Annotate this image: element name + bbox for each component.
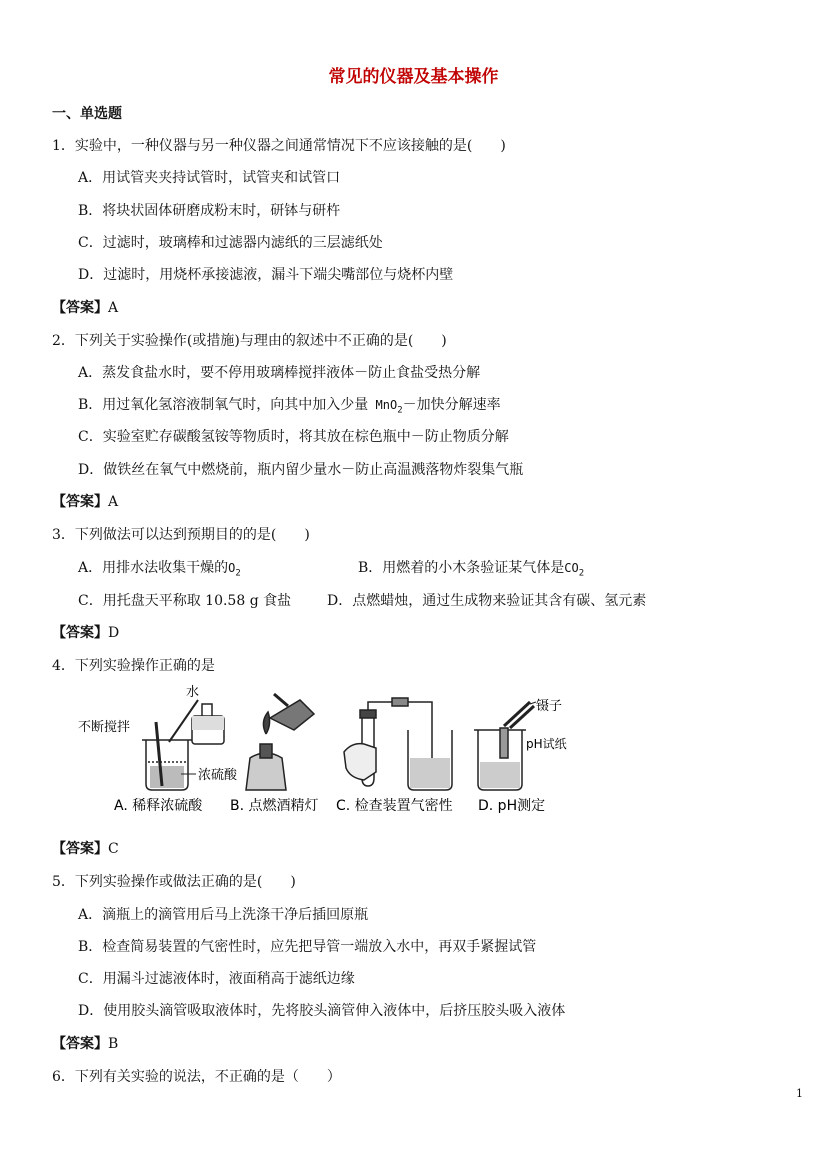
question-2-option-b: B．用过氧化氢溶液制氧气时，向其中加入少量 MnO$_2$－加快分解速率 (78, 397, 501, 416)
label-tweezers: 镊子 (536, 699, 563, 714)
question-4-stem: 4．下列实验操作正确的是 (52, 658, 215, 674)
label-acid: 浓硫酸 (198, 768, 238, 783)
label-water: 水 (186, 685, 200, 700)
question-3-option-c: C．用托盘天平称取 10.58 g 食盐 (78, 593, 292, 609)
label-stir: 不断搅拌 (78, 720, 131, 735)
question-2-option-a: A．蒸发食盐水时，要不停用玻璃棒搅拌液体－防止食盐受热分解 (78, 365, 481, 381)
question-1-option-d: D．过滤时，用烧杯承接滤液，漏斗下端尖嘴部位与烧杯内壁 (78, 267, 454, 283)
figure-caption-c: C. 检查装置气密性 (336, 798, 453, 814)
question-1-option-c: C．过滤时，玻璃棒和过滤器内滤纸的三层滤纸处 (78, 235, 383, 251)
figure-caption-d: D. pH测定 (478, 798, 546, 814)
question-3-option-b: B．用燃着的小木条验证某气体是$CO_2$ (358, 560, 585, 579)
figure-caption-b: B. 点燃酒精灯 (230, 798, 319, 814)
question-1-option-b: B．将块状固体研磨成粉末时，研钵与研杵 (78, 203, 341, 219)
question-5-option-c: C．用漏斗过滤液体时，液面稍高于滤纸边缘 (78, 971, 355, 987)
question-3-answer: 【答案】D (52, 625, 120, 641)
question-2-stem: 2．下列关于实验操作(或措施)与理由的叙述中不正确的是( ) (52, 333, 447, 349)
question-3-stem: 3．下列做法可以达到预期目的的是( ) (52, 527, 310, 543)
label-ph-paper: pH试纸 (526, 737, 567, 751)
question-2-option-c: C．实验室贮存碳酸氢铵等物质时，将其放在棕色瓶中－防止物质分解 (78, 429, 509, 445)
question-4-answer: 【答案】C (52, 841, 119, 857)
question-3-option-d: D．点燃蜡烛，通过生成物来验证其含有碳、氢元素 (327, 593, 647, 609)
lab-operations-figure (74, 682, 584, 818)
question-5-answer: 【答案】B (52, 1036, 119, 1052)
question-1-answer: 【答案】A (52, 300, 119, 316)
question-2-option-d: D．做铁丝在氧气中燃烧前，瓶内留少量水－防止高温溅落物炸裂集气瓶 (78, 462, 524, 478)
question-5-stem: 5．下列实验操作或做法正确的是( ) (52, 874, 296, 890)
figure-d-ph-test (474, 702, 534, 790)
question-3-option-a: A．用排水法收集干燥的$O_2$ (78, 560, 241, 579)
section-heading: 一、单选题 (52, 106, 122, 122)
figure-caption-a: A. 稀释浓硫酸 (114, 798, 203, 814)
question-2-answer: 【答案】A (52, 494, 119, 510)
figure-b-alcohol-lamp (246, 694, 314, 790)
question-5-option-a: A．滴瓶上的滴管用后马上洗涤干净后插回原瓶 (78, 907, 369, 923)
question-1-option-a: A．用试管夹夹持试管时，试管夹和试管口 (78, 170, 341, 186)
page-title: 常见的仪器及基本操作 (328, 67, 499, 87)
figure-c-airtightness (344, 698, 452, 790)
page-number: 1 (796, 1087, 803, 1100)
question-5-option-b: B．检查简易装置的气密性时，应先把导管一端放入水中，再双手紧握试管 (78, 939, 537, 955)
question-5-option-d: D．使用胶头滴管吸取液体时，先将胶头滴管伸入液体中，后挤压胶头吸入液体 (78, 1003, 566, 1019)
question-6-stem: 6．下列有关实验的说法，不正确的是（ ） (52, 1069, 341, 1085)
question-1-stem: 1．实验中，一种仪器与另一种仪器之间通常情况下不应该接触的是( ) (52, 138, 506, 154)
